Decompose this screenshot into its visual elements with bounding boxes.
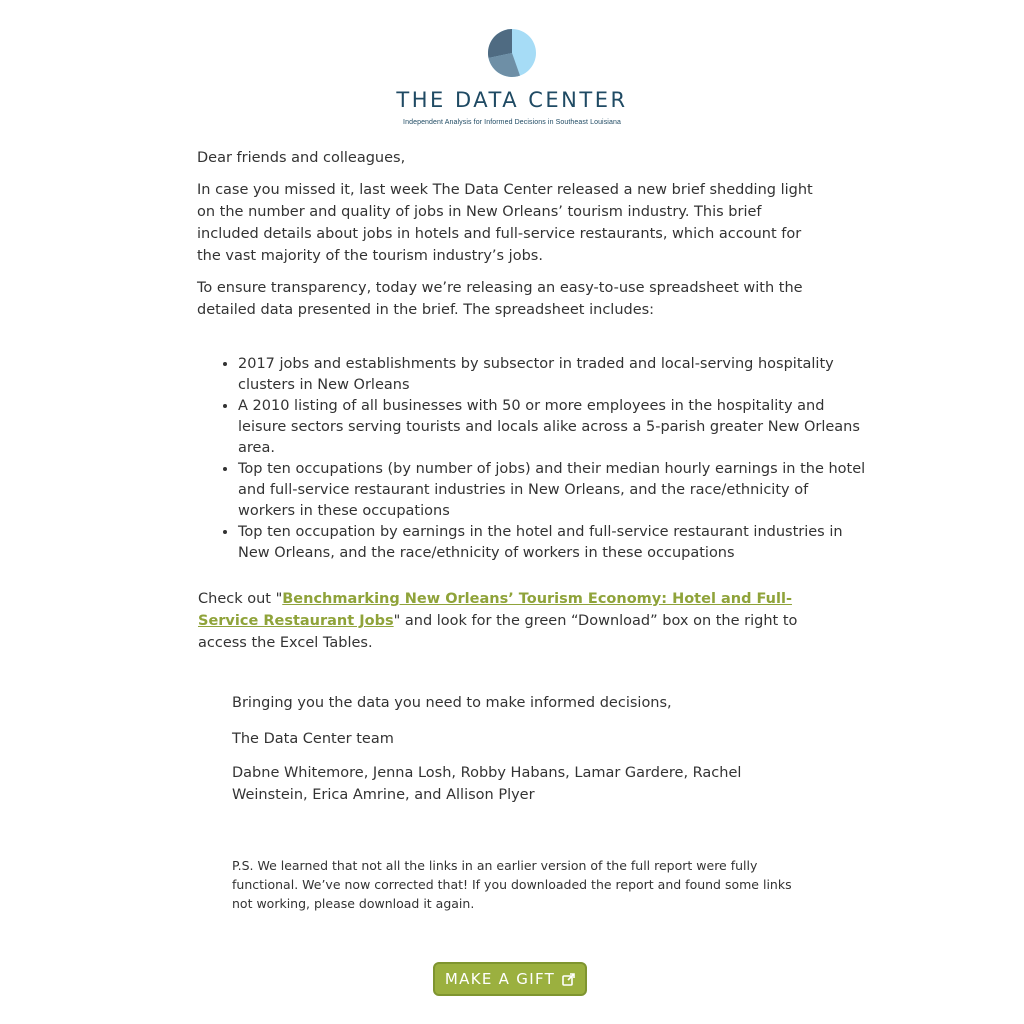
spreadsheet-contents-list — [197, 354, 868, 564]
make-a-gift-button[interactable] — [433, 962, 587, 996]
spreadsheet-paragraph: To ensure transparency, today we’re releasing an easy-to-use spreadsheet with the detailed data presented in the brief. The spreadsheet includes: — [197, 280, 803, 318]
signature-names: Dabne Whitemore, Jenna Losh, Robby Habans, Lamar Gardere, Rachel Weinstein, Erica Amrine, and Allison Plyer — [232, 765, 742, 803]
data-center-logo-pie-icon — [488, 29, 536, 77]
intro-paragraph: In case you missed it, last week The Data Center released a new brief shedding light on the number and quality of jobs in New Orleans’ tourism industry. This brief included details about jobs in hotels and full-service restaurants, which account for the vast majority of the tourism industry’s jobs. — [197, 182, 813, 264]
checkout-suffix: " and look for the green “Download” box on the right to access the Excel Tables. — [198, 613, 798, 651]
signature-closing: Bringing you the data you need to make informed decisions, — [232, 695, 672, 711]
list-item: • Top ten occupation by earnings in the hotel and full-service restaurant industries in New Orleans, and the race/ethnicity of workers in these occupations — [238, 522, 868, 564]
email-header — [0, 0, 1024, 140]
list-item: • Top ten occupations (by number of jobs) and their median hourly earnings in the hotel and full-service restaurant industries in New Orleans, and the race/ethnicity of workers in these occupations — [238, 459, 868, 522]
logo-tagline: Independent Analysis for Informed Decisions in Southeast Louisiana — [403, 119, 621, 126]
list-item: • A 2010 listing of all businesses with 50 or more employees in the hospitality and leisure sectors serving tourists and locals alike across a 5-parish greater New Orleans area. — [238, 396, 868, 459]
greeting: Dear friends and colleagues, — [197, 150, 406, 166]
signature-team: The Data Center team — [232, 731, 394, 747]
checkout-prefix: Check out " — [198, 591, 283, 607]
logo-title: THE DATA CENTER — [396, 88, 628, 112]
postscript: P.S. We learned that not all the links in an earlier version of the full report were fully functional. We’ve now corrected that! If you downloaded the report and found some links not working, please download it again. — [232, 858, 792, 911]
make-a-gift-label: MAKE A GIFT — [444, 970, 556, 988]
list-item: • 2017 jobs and establishments by subsector in traded and local-serving hospitality clusters in New Orleans — [238, 354, 868, 396]
report-link[interactable]: Benchmarking New Orleans’ Tourism Economy: Hotel and Full-Service Restaurant Jobs — [198, 591, 792, 629]
external-link-icon — [562, 973, 575, 986]
checkout-paragraph — [198, 588, 828, 654]
